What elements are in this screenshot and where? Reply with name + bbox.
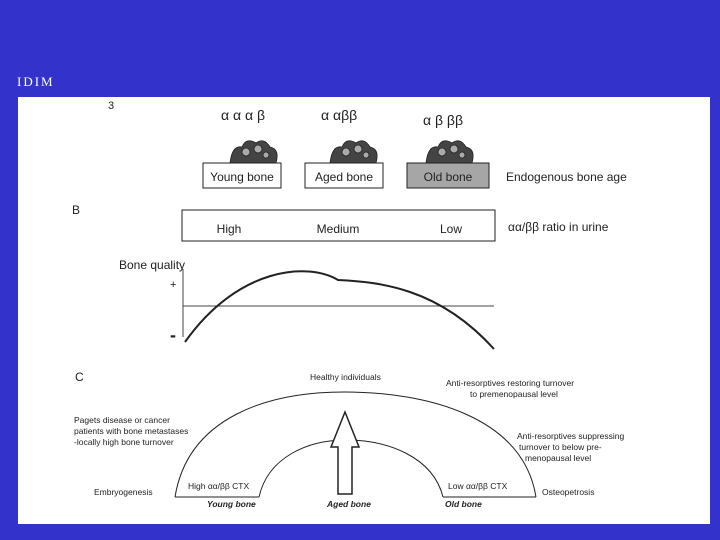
- healthy-individuals-label: Healthy individuals: [310, 372, 381, 382]
- ratio-in-urine-label: αα/ββ ratio in urine: [508, 220, 609, 234]
- endogenous-bone-age-label: Endogenous bone age: [506, 170, 627, 184]
- young-bone-caption: Young bone: [207, 499, 256, 509]
- young-bone-label: Young bone: [210, 170, 274, 184]
- quality-minus: -: [170, 325, 176, 345]
- suppressing-line-2: turnover to below pre-: [519, 442, 602, 452]
- bone-quality-curve: [185, 271, 494, 349]
- ratio-medium: Medium: [316, 222, 360, 236]
- low-ctx-label: Low αα/ββ CTX: [448, 481, 508, 491]
- old-bone-label: Old bone: [423, 170, 473, 184]
- greek-young: α α α β: [221, 107, 266, 123]
- ratio-low: Low: [439, 222, 463, 236]
- bone-cluster-old-icon: [426, 141, 473, 163]
- restoring-line-2: to premenopausal level: [470, 389, 558, 399]
- suppressing-line-3: menopausal level: [525, 453, 592, 463]
- figure-svg: [18, 97, 710, 524]
- aged-bone-label: Aged bone: [314, 170, 374, 184]
- pagets-line-2: patients with bone metastases: [74, 426, 189, 436]
- greek-aged: α αββ: [321, 107, 358, 123]
- panel-b-label: B: [72, 203, 81, 217]
- figure-panel: [18, 97, 710, 524]
- pagets-line-3: -locally high bone turnover: [74, 437, 174, 447]
- old-bone-caption: Old bone: [445, 499, 482, 509]
- panel-a-label: 3: [108, 100, 115, 112]
- bone-quality-title: Bone quality: [119, 258, 186, 272]
- panel-c-label: C: [75, 370, 84, 384]
- greek-old: α β ββ: [423, 112, 464, 128]
- osteopetrosis-label: Osteopetrosis: [542, 487, 595, 497]
- ratio-high: High: [216, 222, 242, 236]
- bone-cluster-aged-icon: [330, 141, 377, 163]
- up-arrow-icon: [331, 412, 359, 494]
- high-ctx-label: High αα/ββ CTX: [188, 481, 250, 491]
- bone-cluster-young-icon: [230, 141, 277, 163]
- slide-label: IDIM: [17, 74, 55, 89]
- restoring-line-1: Anti-resorptives restoring turnover: [446, 378, 575, 388]
- quality-plus: +: [170, 279, 177, 291]
- pagets-line-1: Pagets disease or cancer: [74, 415, 170, 425]
- aged-bone-caption: Aged bone: [327, 499, 371, 509]
- embryogenesis-label: Embryogenesis: [94, 487, 153, 497]
- suppressing-line-1: Anti-resorptives suppressing: [517, 431, 625, 441]
